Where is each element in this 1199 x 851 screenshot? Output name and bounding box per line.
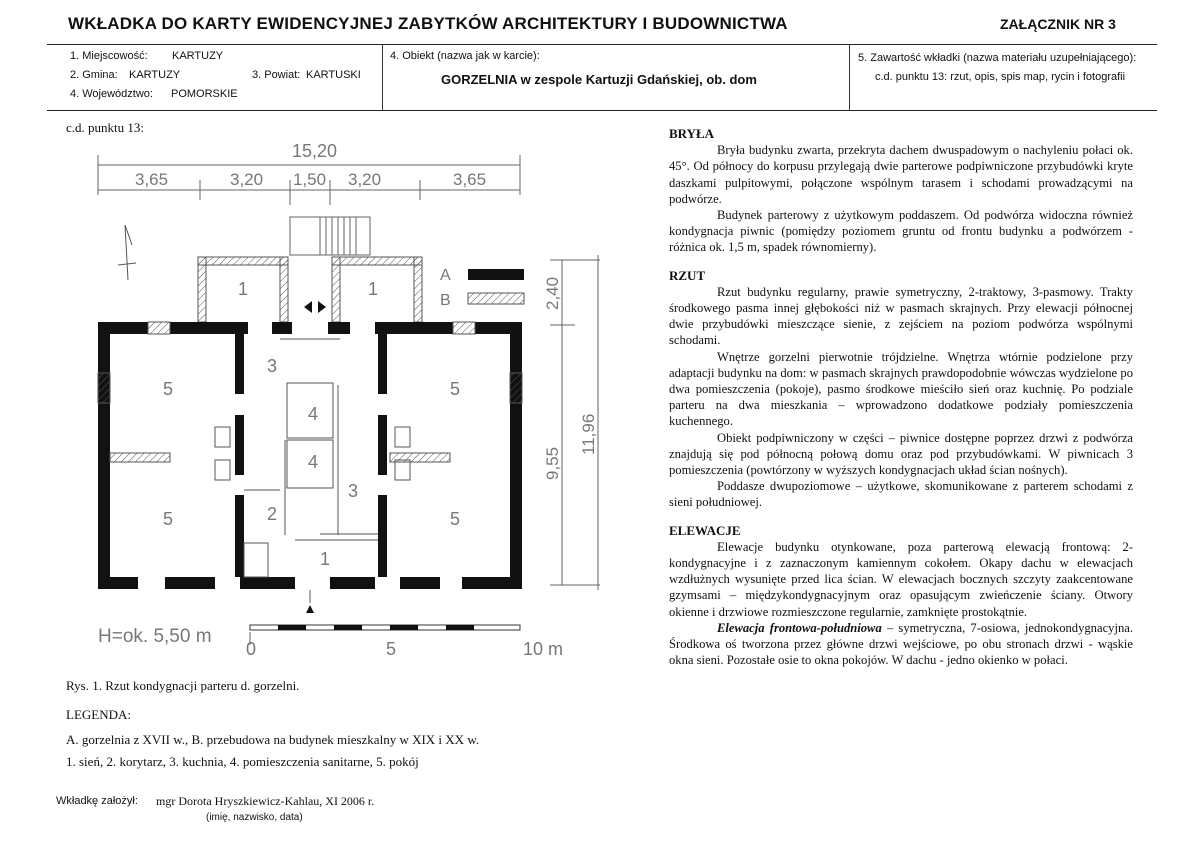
header-divider-1 [382, 44, 383, 110]
north-arrow-icon [118, 225, 136, 280]
field-district-label: 3. Powiat: [252, 69, 301, 81]
dim-2: 3,20 [230, 170, 264, 189]
field-commune-label: 2. Gmina: [70, 69, 118, 81]
room-3-top: 3 [267, 356, 278, 376]
dim-1: 3,65 [135, 170, 169, 189]
room-3-bottom: 3 [348, 481, 359, 501]
dim-1196: 11,96 [579, 413, 598, 455]
field-content-label: 5. Zawartość wkładki (nazwa materiału uzupełniającego): [858, 52, 1137, 64]
room-5-bottom-right: 5 [450, 509, 461, 529]
author-label: Wkładkę założył: [56, 795, 138, 807]
room-1-right: 1 [368, 279, 379, 299]
key-b-label: B [440, 292, 451, 309]
elewacje-paragraph-2 [669, 620, 1133, 669]
legend-title: LEGENDA: [66, 707, 131, 722]
field-district-value: KARTUSKI [306, 69, 361, 81]
bryla-paragraph-1: Bryła budynku zwarta, przekryta dachem dwuspadowym o nachyleniu połaci ok. 45°. Od północy do korpusu przylegają dwie parterowe podpiwniczone przybudówki kryte daszkami pulpitowymi, połączone wspólnym tarasem i schodami prowadzącymi na podwórze. [669, 143, 1133, 206]
room-4-lower: 4 [308, 452, 319, 472]
right-arrow-icon [318, 301, 326, 313]
section-rzut-heading: RZUT [669, 267, 706, 283]
scale-0: 0 [246, 639, 257, 659]
floor-plan [80, 135, 600, 660]
scale-5: 5 [386, 639, 397, 659]
dim-5: 3,65 [453, 170, 487, 189]
room-5-bottom-left: 5 [163, 509, 174, 529]
rzut-paragraph-1: Rzut budynku regularny, prawie symetryczny, 2-traktowy, 3-pasmowy. Trakty środkowego pasma innej głębokości niż w pasmach skrajnych. Przy elewacji północnej dwie przybudówki mieszczące sienie, z zejściem na poziom podwórza wspólnymi schodami. [669, 284, 1133, 348]
height-note: H=ok. 5,50 m [98, 626, 212, 647]
dim-240: 2,40 [543, 276, 562, 310]
dim-955: 9,55 [543, 446, 562, 480]
field-commune-value: KARTUZY [129, 69, 181, 81]
field-content-value: c.d. punktu 13: rzut, opis, spis map, rycin i fotografii [875, 71, 1126, 83]
section-elewacje-heading: ELEWACJE [669, 522, 741, 538]
room-4-upper: 4 [308, 404, 319, 424]
field-locality-label: 1. Miejscowość: [70, 50, 148, 62]
annex-number: ZAŁĄCZNIK NR 3 [1000, 16, 1116, 32]
room-2-corridor: 2 [267, 504, 278, 524]
entrance-arrow-icon [306, 605, 314, 613]
figure-caption: Rys. 1. Rzut kondygnacji parteru d. gorzelni. [66, 678, 300, 693]
key-a-label: A [440, 267, 451, 284]
description-column [669, 126, 1133, 669]
front-elevation-text: – symetryczna, 7-osiowa, jednokondygnacyjna. Środkowa oś tworzona przez główne drzwi wejściowe, po obu stronach drzwi - wąskie okna sieni. Pozostałe osie to okna pokojów. W dachu - jedno okienko w połaci. [669, 620, 1133, 668]
field-object-value: GORZELNIA w zespole Kartuzji Gdańskiej, ob. dom [441, 72, 757, 87]
key-a-swatch [468, 269, 524, 280]
header-divider-2 [849, 44, 850, 110]
left-arrow-icon [304, 301, 312, 313]
field-voivodeship-value: POMORSKIE [171, 88, 238, 100]
scale-10: 10 m [523, 639, 564, 659]
field-locality-value: KARTUZY [172, 50, 224, 62]
field-object-label: 4. Obiekt (nazwa jak w karcie): [390, 50, 540, 62]
key-b-swatch [468, 293, 524, 304]
rzut-paragraph-3: Obiekt podpiwniczony w części – piwnice dostępne poprzez drzwi z podwórza znajdują się pod północną połową domu oraz pod przybudówkami. W piwnicach 3 pomieszczenia (powtórzony w wyższych kondygnacjach układ ścian nośnych). [669, 430, 1133, 478]
front-elevation-term: Elewacja frontowa-południowa [717, 620, 882, 635]
room-5-top-right: 5 [450, 379, 461, 399]
room-1-left: 1 [238, 279, 249, 299]
room-1-bottom: 1 [320, 549, 331, 569]
author-value: mgr Dorota Hryszkiewicz-Kahlau, XI 2006 r. [156, 794, 375, 808]
scale-bar [250, 625, 520, 645]
rzut-paragraph-4: Poddasze dwupoziomowe – użytkowe, skomunikowane z parterem schodami z sieni południowej. [669, 479, 1133, 510]
dim-4: 3,20 [348, 170, 382, 189]
continuation-label: c.d. punktu 13: [66, 120, 144, 135]
dim-3: 1,50 [293, 170, 327, 189]
room-5-top-left: 5 [163, 379, 174, 399]
page-title: WKŁADKA DO KARTY EWIDENCYJNEJ ZABYTKÓW ARCHITEKTURY I BUDOWNICTWA [68, 14, 788, 33]
field-voivodeship-label: 4. Województwo: [70, 88, 153, 100]
elewacje-paragraph-1: Elewacje budynku otynkowane, poza parterową elewacją frontową: 2-kondygnacyjne i z zaznaczonym kamiennym cokołem. Okapy dachu w elewacjach wzdłużnych wysunięte przed lica ścian. W elewacjach bocznych szczyty zaakcentowane gzymsami – międzykondygnacyjnym oraz opasującym zwieńczenie ściany. Otwory okienne i drzwiowe rozmieszczone regularnie, zamknięte prostokątnie. [669, 539, 1133, 619]
rzut-paragraph-2: Wnętrze gorzelni pierwotnie trójdzielne. Wnętrza wtórnie podzielone przy adaptacji budynku na dom: w pasmach skrajnych prawdopodobnie wówczas wydzielone po dwa pomieszczenia (pokoje), pasmo środkowe mieściło sień oraz kuchnię. Po podziale parteru na dwa mieszkania – wprowadzono dodatkowe podziały pomieszczenia kuchennego. [669, 349, 1133, 429]
author-note: (imię, nazwisko, data) [206, 812, 303, 823]
section-bryla-heading: BRYŁA [669, 126, 715, 141]
bryla-paragraph-2: Budynek parterowy z użytkowym poddaszem. Od podwórza widoczna również kondygnacja piwnic (pomiędzy poziomem gruntu od frontu budynku a podwórzem - różnica ok. 1,5 m, spadek równomierny). [669, 208, 1133, 255]
dim-total-width: 15,20 [292, 141, 338, 161]
legend-line-1: A. gorzelnia z XVII w., B. przebudowa na budynek mieszkalny w XIX i XX w. [66, 732, 480, 747]
stairs [290, 217, 370, 255]
legend-line-2: 1. sień, 2. korytarz, 3. kuchnia, 4. pomieszczenia sanitarne, 5. pokój [66, 754, 419, 769]
